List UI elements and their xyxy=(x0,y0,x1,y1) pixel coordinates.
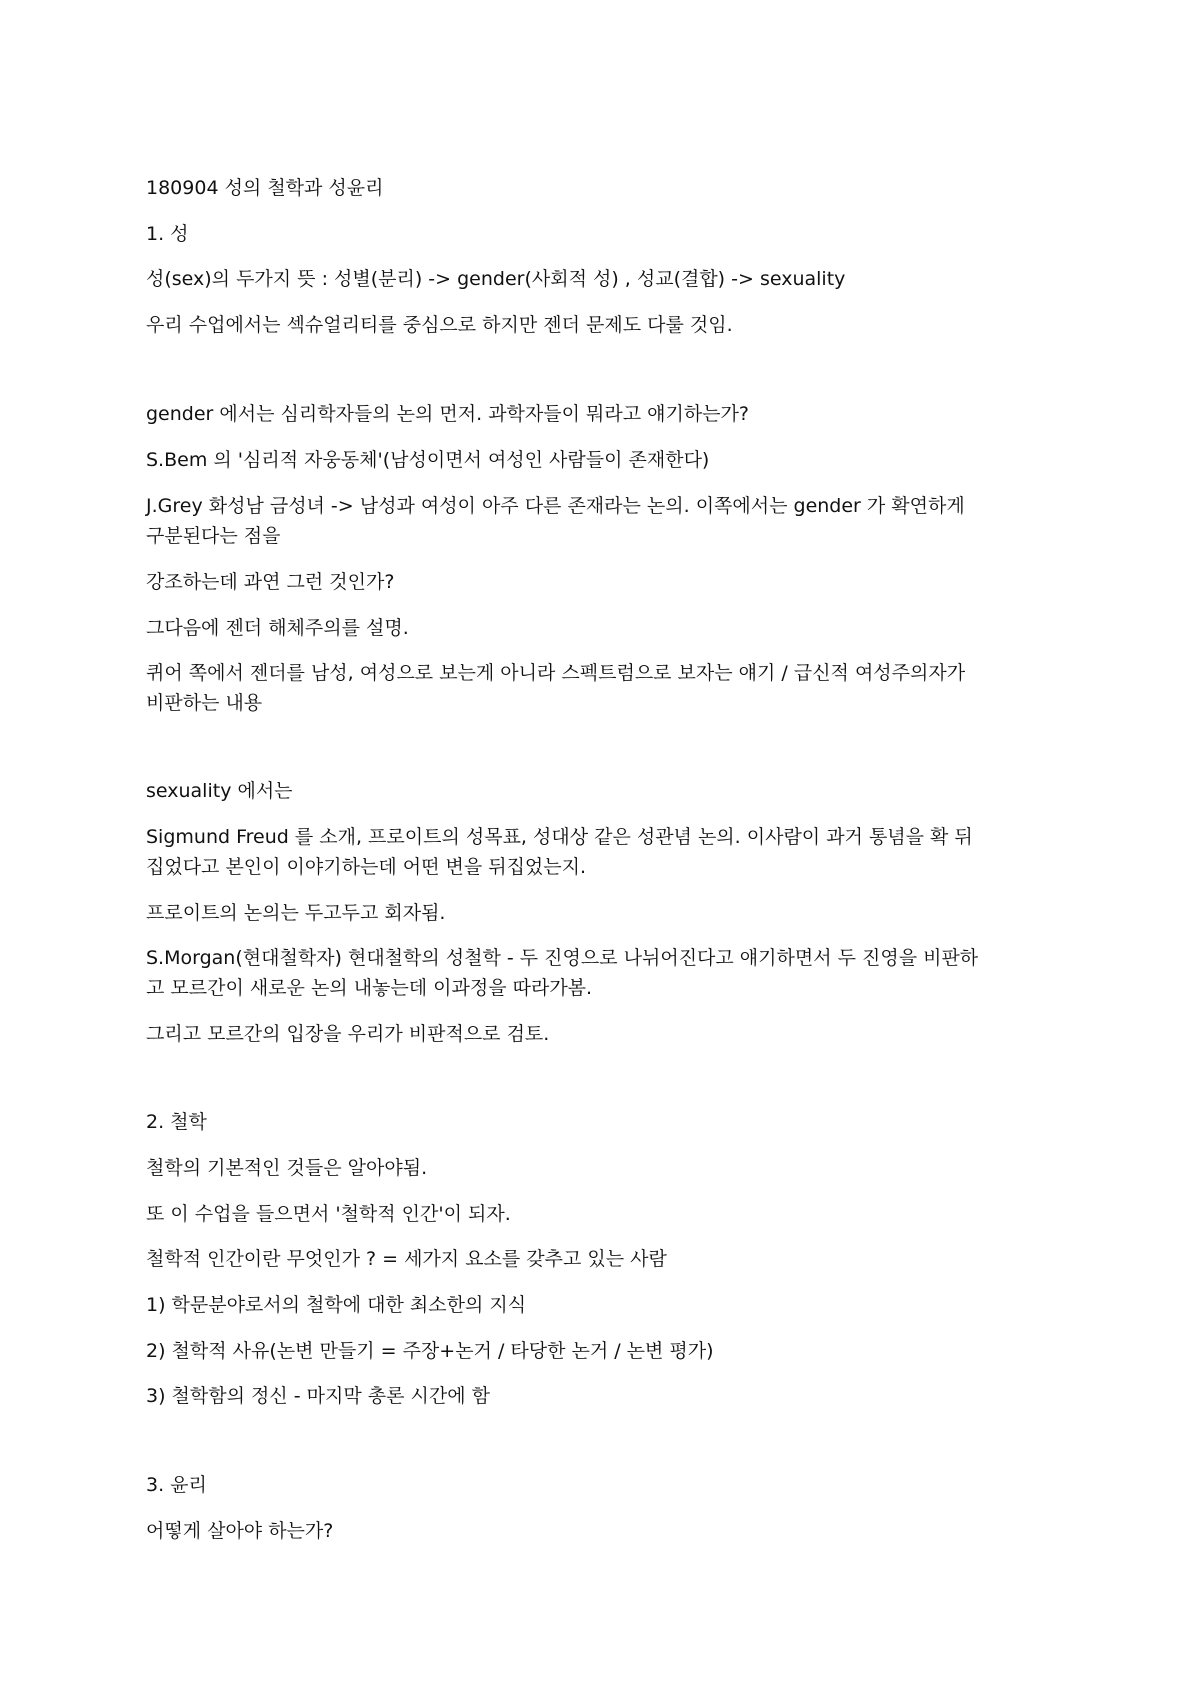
list-item: 2) 철학적 사유(논변 만들기 = 주장+논거 / 타당한 논거 / 논변 평가) xyxy=(146,1340,714,1362)
philosophical-human-paragraph: 또 이 수업을 들으면서 '철학적 인간'이 되자. xyxy=(146,1203,511,1225)
grey-paragraph-line-1: J.Grey 화성남 금성녀 -> 남성과 여성이 아주 다른 존재라는 논의. 이쪽에서는 gender 가 확연하게 xyxy=(146,495,965,517)
bem-paragraph: S.Bem 의 '심리적 자웅동체'(남성이면서 여성인 사람들이 존재한다) xyxy=(146,449,710,471)
morgan-paragraph-line-1: S.Morgan(현대철학자) 현대철학의 성철학 - 두 진영으로 나뉘어진다고 얘기하면서 두 진영을 비판하 xyxy=(146,947,979,969)
deconstruction-paragraph: 그다음에 젠더 해체주의를 설명. xyxy=(146,617,409,639)
section-2-heading: 2. 철학 xyxy=(146,1111,207,1133)
list-item: 3) 철학함의 정신 - 마지막 총론 시간에 함 xyxy=(146,1385,490,1407)
gender-intro-paragraph: gender 에서는 심리학자들의 논의 먼저. 과학자들이 뭐라고 얘기하는가? xyxy=(146,403,749,425)
freud-paragraph-line-2: 집었다고 본인이 이야기하는데 어떤 변을 뒤집었는지. xyxy=(146,856,587,878)
sexuality-intro-paragraph: sexuality 에서는 xyxy=(146,780,293,802)
section-1-heading: 1. 성 xyxy=(146,223,189,245)
definition-paragraph: 철학적 인간이란 무엇인가 ? = 세가지 요소를 갖추고 있는 사람 xyxy=(146,1248,667,1270)
emphasis-question-paragraph: 강조하는데 과연 그런 것인가? xyxy=(146,571,395,593)
course-focus-paragraph: 우리 수업에서는 섹슈얼리티를 중심으로 하지만 젠더 문제도 다룰 것임. xyxy=(146,314,733,336)
grey-paragraph-line-2: 구분된다는 점을 xyxy=(146,525,281,547)
ethics-question-paragraph: 어떻게 살아야 하는가? xyxy=(146,1520,334,1542)
freud-discussion-paragraph: 프로이트의 논의는 두고두고 회자됨. xyxy=(146,902,446,924)
document-title: 180904 성의 철학과 성윤리 xyxy=(146,177,384,199)
morgan-paragraph-line-2: 고 모르간이 새로운 논의 내놓는데 이과정을 따라가봄. xyxy=(146,977,593,999)
sex-meaning-paragraph: 성(sex)의 두가지 뜻 : 성별(분리) -> gender(사회적 성) , 성교(결합) -> sexuality xyxy=(146,268,846,290)
freud-paragraph-line-1: Sigmund Freud 를 소개, 프로이트의 성목표, 성대상 같은 성관념 논의. 이사람이 과거 통념을 확 뒤 xyxy=(146,826,973,848)
critical-review-paragraph: 그리고 모르간의 입장을 우리가 비판적으로 검토. xyxy=(146,1023,550,1045)
queer-paragraph-line-1: 퀴어 쪽에서 젠더를 남성, 여성으로 보는게 아니라 스펙트럼으로 보자는 얘기 / 급신적 여성주의자가 xyxy=(146,662,966,684)
philosophy-basics-paragraph: 철학의 기본적인 것들은 알아야됨. xyxy=(146,1157,428,1179)
list-item: 1) 학문분야로서의 철학에 대한 최소한의 지식 xyxy=(146,1294,527,1316)
section-3-heading: 3. 윤리 xyxy=(146,1474,207,1496)
queer-paragraph-line-2: 비판하는 내용 xyxy=(146,692,263,714)
